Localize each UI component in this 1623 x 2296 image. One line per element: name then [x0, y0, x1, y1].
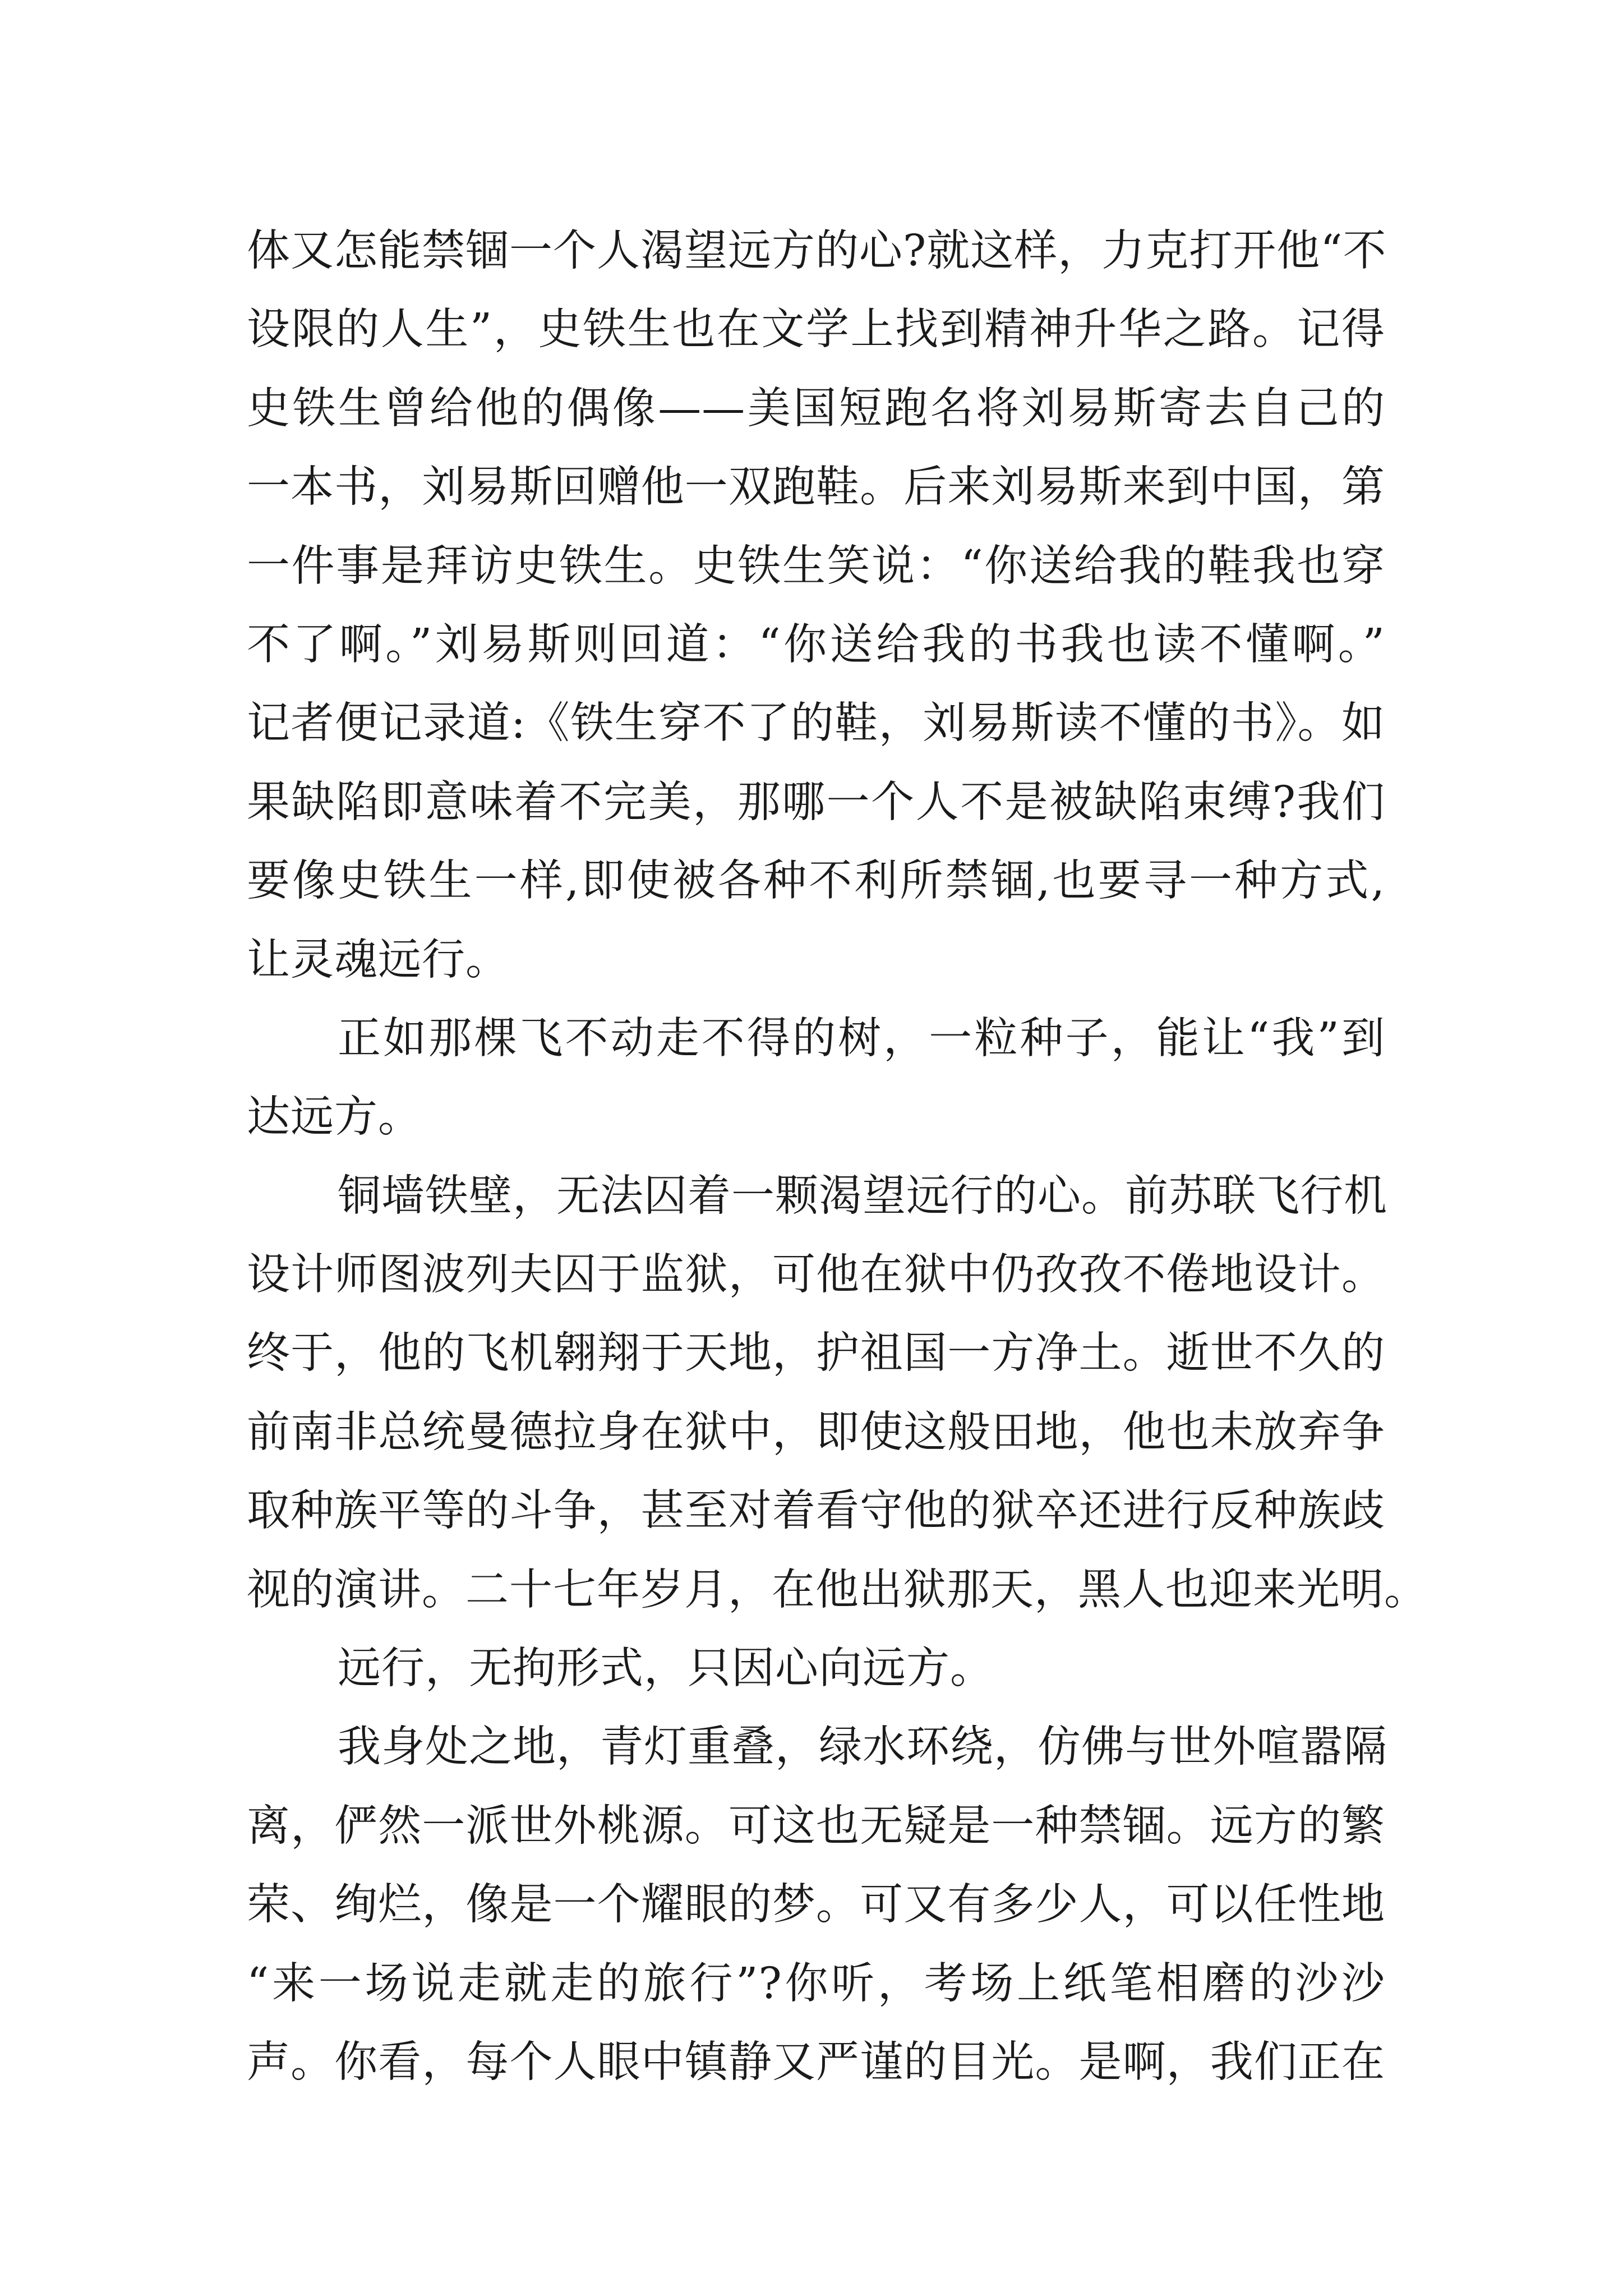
text-line: 不了啊。”刘易斯则回道：“你送给我的书我也读不懂啊。” — [247, 619, 1385, 670]
text-line: 果缺陷即意味着不完美，那哪一个人不是被缺陷束缚?我们 — [247, 777, 1385, 827]
text-line: 体又怎能禁锢一个人渴望远方的心?就这样，力克打开他“不 — [247, 226, 1387, 276]
essay-body — [247, 212, 1428, 2102]
text-line: 史铁生曾给他的偶像——美国短跑名将刘易斯寄去自己的 — [247, 383, 1385, 434]
text-line: “来一场说走就走的旅行”?你听，考场上纸笔相磨的沙沙 — [247, 1958, 1385, 2009]
text-line: 声。你看，每个人眼中镇静又严谨的目光。是啊，我们正在 — [247, 2037, 1385, 2087]
text-line: 远行，无拘形式，只因心向远方。 — [338, 1644, 994, 1694]
text-line: 前南非总统曼德拉身在狱中，即使这般田地，他也未放弃争 — [247, 1407, 1385, 1457]
text-line: 取种族平等的斗争，甚至对着看守他的狱卒还进行反种族歧 — [247, 1486, 1385, 1536]
text-line: 正如那棵飞不动走不得的树，一粒种子，能让“我”到 — [338, 1013, 1385, 1064]
text-line: 达远方。 — [247, 1092, 422, 1143]
text-line: 设限的人生”，史铁生也在文学上找到精神升华之路。记得 — [247, 305, 1385, 355]
text-line: 视的演讲。二十七年岁月，在他出狱那天，黑人也迎来光明。 — [247, 1565, 1428, 1615]
text-line: 一件事是拜访史铁生。史铁生笑说：“你送给我的鞋我也穿 — [247, 541, 1385, 591]
text-line: 荣、绚烂，像是一个耀眼的梦。可又有多少人，可以任性地 — [247, 1880, 1385, 1930]
text-line: 设计师图波列夫囚于监狱，可他在狱中仍孜孜不倦地设计。 — [247, 1250, 1385, 1300]
text-line: 让灵魂远行。 — [247, 935, 509, 985]
text-line: 终于，他的飞机翱翔于天地，护祖国一方净土。逝世不久的 — [247, 1328, 1385, 1379]
text-line: 要像史铁生一样,即使被各种不利所禁锢,也要寻一种方式, — [247, 856, 1385, 907]
text-line: 铜墙铁壁，无法囚着一颗渴望远行的心。前苏联飞行机 — [338, 1171, 1387, 1221]
text-line: 一本书，刘易斯回赠他一双跑鞋。后来刘易斯来到中国，第 — [247, 462, 1385, 513]
text-line: 记者便记录道:《铁生穿不了的鞋，刘易斯读不懂的书》。如 — [247, 698, 1385, 749]
text-line: 离，俨然一派世外桃源。可这也无疑是一种禁锢。远方的繁 — [247, 1801, 1385, 1851]
text-line: 我身处之地，青灯重叠，绿水环绕，仿佛与世外喧嚣隔 — [338, 1722, 1387, 1773]
